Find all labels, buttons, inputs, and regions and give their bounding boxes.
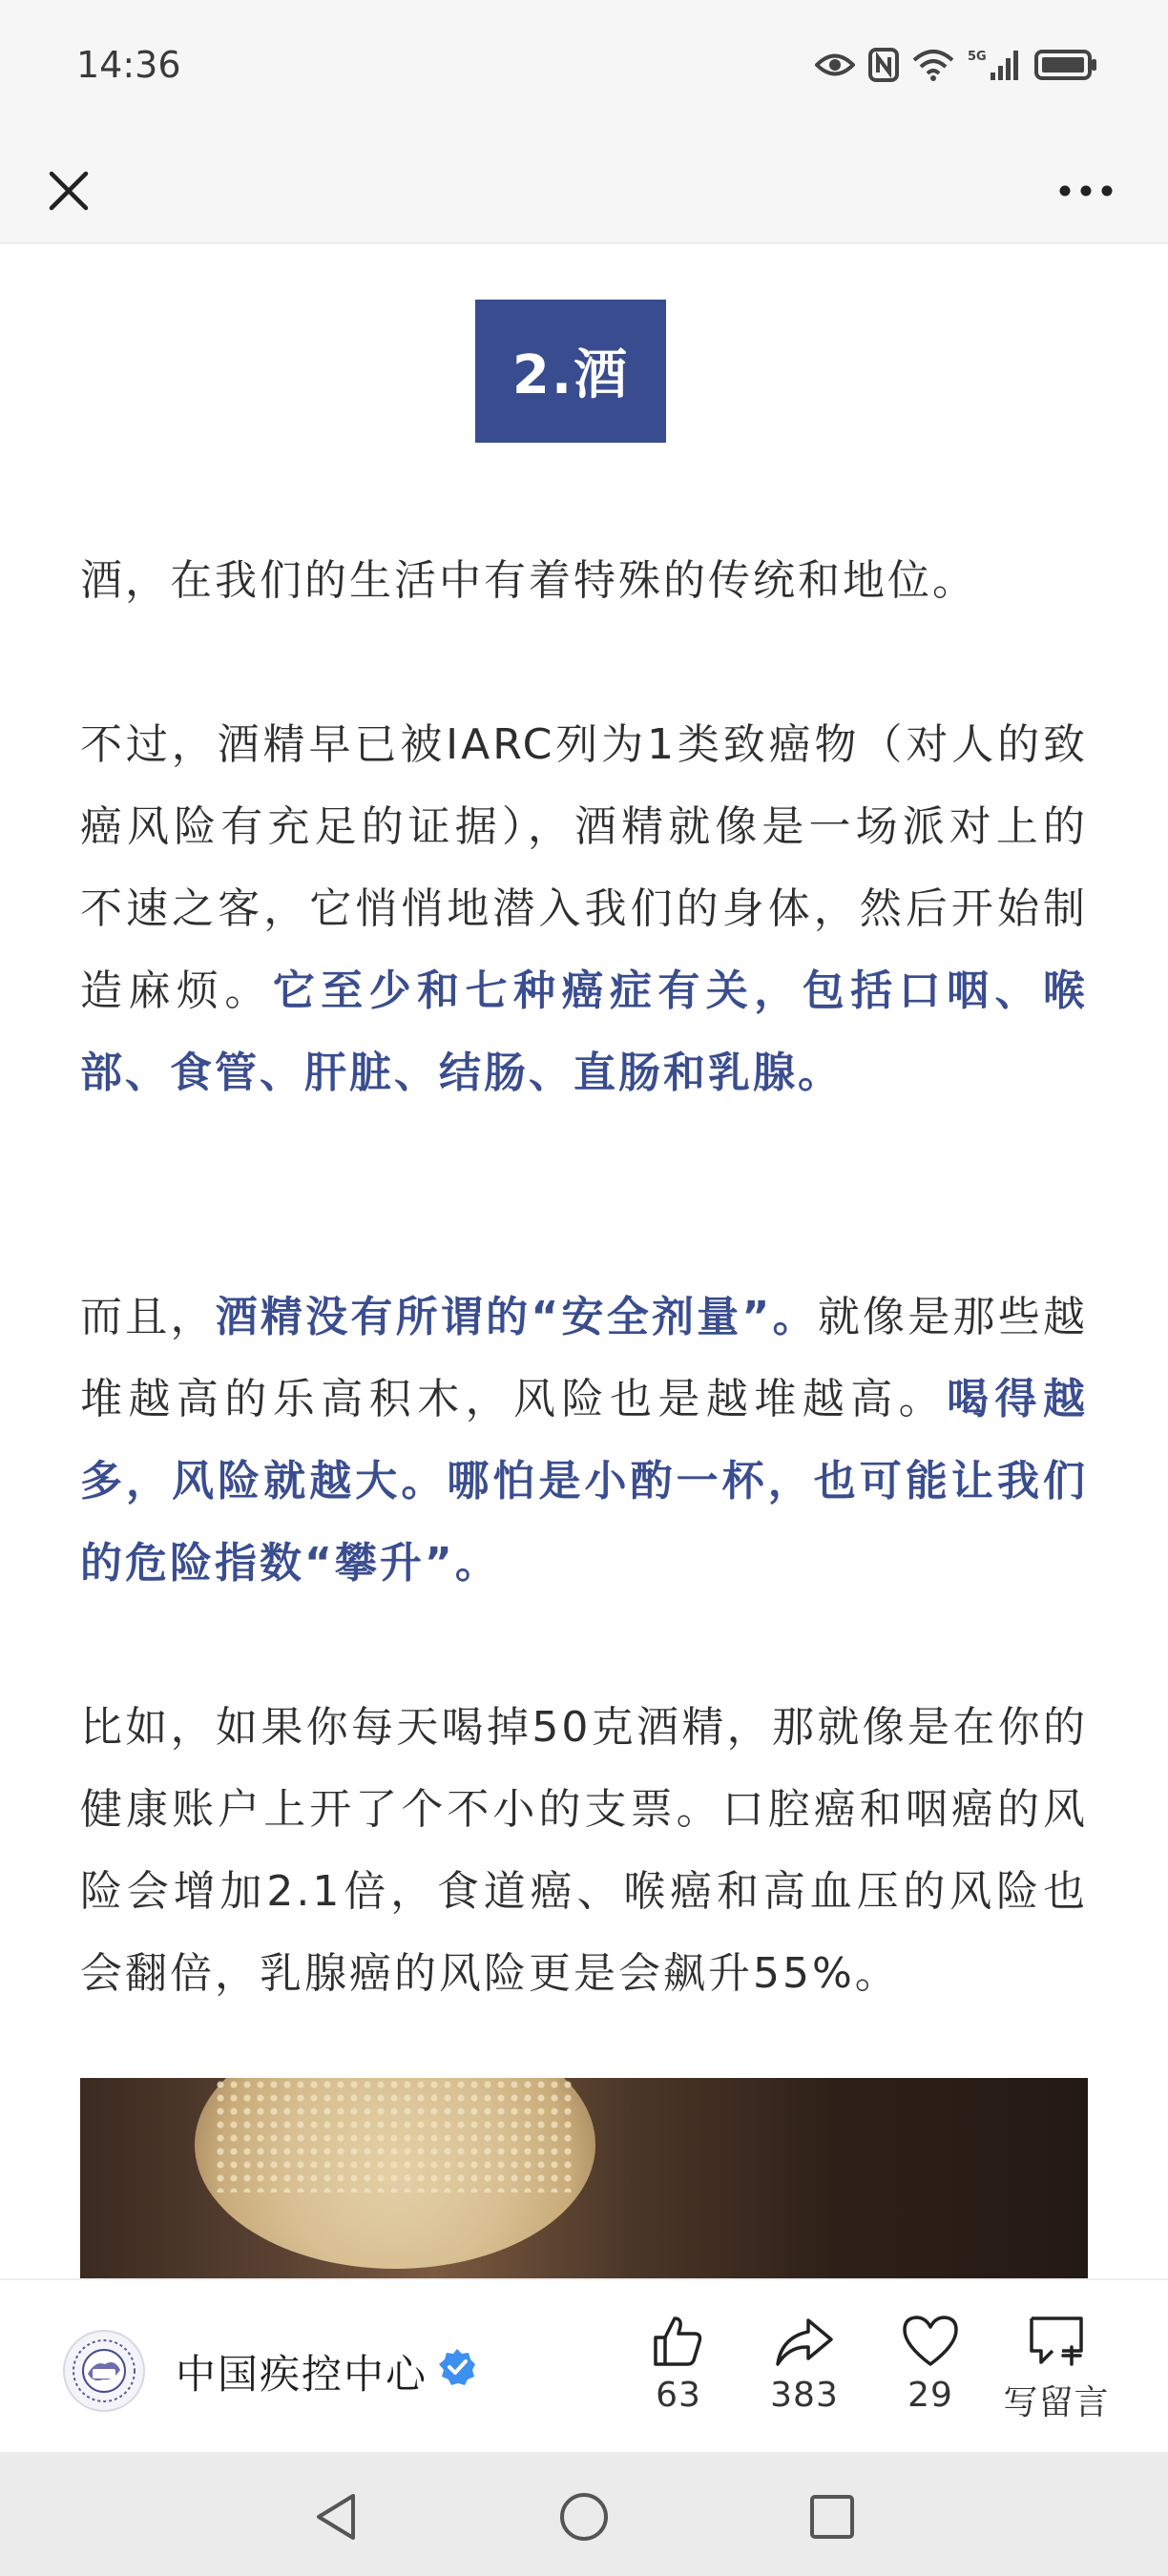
write-comment-button[interactable] bbox=[994, 2313, 1118, 2437]
system-back-button[interactable] bbox=[298, 2479, 374, 2555]
paragraph-text: 不过，酒精早已被IARC列为1类致癌物（对人的致癌风险有充足的证据），酒精就像是一场派对上的不速之客，它悄悄地潜入我们的身体，然后开始制造麻烦。 bbox=[80, 720, 1088, 1015]
article-paragraph-3 bbox=[80, 1277, 1088, 1605]
system-nav-bar bbox=[0, 2452, 1168, 2576]
paragraph-text: 酒，在我们的生活中有着特殊的传统和地位。 bbox=[80, 556, 977, 605]
comment-plus-icon bbox=[1026, 2313, 1087, 2370]
svg-text:5G: 5G bbox=[968, 50, 987, 64]
heart-icon bbox=[901, 2313, 960, 2370]
system-recent-button[interactable] bbox=[794, 2479, 870, 2555]
status-time: 14:36 bbox=[76, 44, 181, 86]
back-triangle-icon bbox=[311, 2490, 361, 2544]
system-home-button[interactable] bbox=[546, 2479, 622, 2555]
share-arrow-icon bbox=[774, 2313, 835, 2370]
share-button[interactable] bbox=[742, 2313, 866, 2437]
more-button[interactable] bbox=[1038, 151, 1134, 231]
nav-bar bbox=[0, 134, 1168, 244]
article-content bbox=[0, 246, 1168, 2278]
favorite-count: 29 bbox=[907, 2376, 953, 2415]
more-dots-icon bbox=[1057, 184, 1115, 197]
close-icon bbox=[46, 168, 92, 214]
paragraph-emphasis: 酒精没有所谓的“安全剂量”。 bbox=[215, 1293, 818, 1341]
close-button[interactable] bbox=[29, 151, 109, 231]
paragraph-text: 而且， bbox=[80, 1293, 216, 1341]
status-bar bbox=[0, 0, 1168, 134]
paragraph-text: 就像是那些越堆越高的乐高积木，风险也是越堆越高。 bbox=[80, 1293, 1088, 1423]
cdc-logo-icon bbox=[71, 2337, 137, 2404]
home-circle-icon bbox=[557, 2490, 611, 2544]
eye-icon bbox=[815, 51, 855, 79]
signal-5g-icon bbox=[968, 48, 1021, 82]
article-image[interactable] bbox=[80, 2078, 1088, 2278]
recent-square-icon bbox=[807, 2492, 857, 2542]
share-count: 383 bbox=[770, 2376, 839, 2415]
grain-texture bbox=[214, 2078, 576, 2192]
bottom-action-bar bbox=[0, 2278, 1168, 2452]
paragraph-emphasis: 喝得越多，风险就越大。哪怕是小酌一杯，也可能让我们的危险指数“攀升”。 bbox=[80, 1375, 1089, 1588]
account-name[interactable]: 中国疾控中心 bbox=[176, 2351, 428, 2398]
status-icons bbox=[815, 46, 1097, 84]
thumbs-up-icon bbox=[650, 2313, 707, 2370]
account-avatar[interactable] bbox=[63, 2330, 145, 2412]
favorite-button[interactable] bbox=[868, 2313, 992, 2437]
wifi-icon bbox=[912, 49, 954, 81]
section-heading: 2.酒 bbox=[475, 300, 666, 443]
paragraph-emphasis: 它至少和七种癌症有关，包括口咽、喉部、食管、肝脏、结肠、直肠和乳腺。 bbox=[80, 966, 1089, 1097]
article-paragraph-4 bbox=[80, 1687, 1088, 2015]
battery-icon bbox=[1034, 49, 1097, 81]
write-comment-label: 写留言 bbox=[1003, 2383, 1110, 2422]
article-paragraph-2 bbox=[80, 704, 1088, 1114]
like-button[interactable] bbox=[616, 2313, 740, 2437]
paragraph-text: 比如，如果你每天喝掉50克酒精，那就像是在你的健康账户上开了个不小的支票。口腔癌和咽癌的风险会增加2.1倍，食道癌、喉癌和高血压的风险也会翻倍，乳腺癌的风险更是会飙升55%。 bbox=[80, 1703, 1088, 1998]
verified-badge-icon bbox=[437, 2347, 477, 2387]
article-paragraph-1 bbox=[80, 540, 1088, 622]
nfc-icon bbox=[868, 48, 899, 82]
like-count: 63 bbox=[656, 2376, 701, 2415]
